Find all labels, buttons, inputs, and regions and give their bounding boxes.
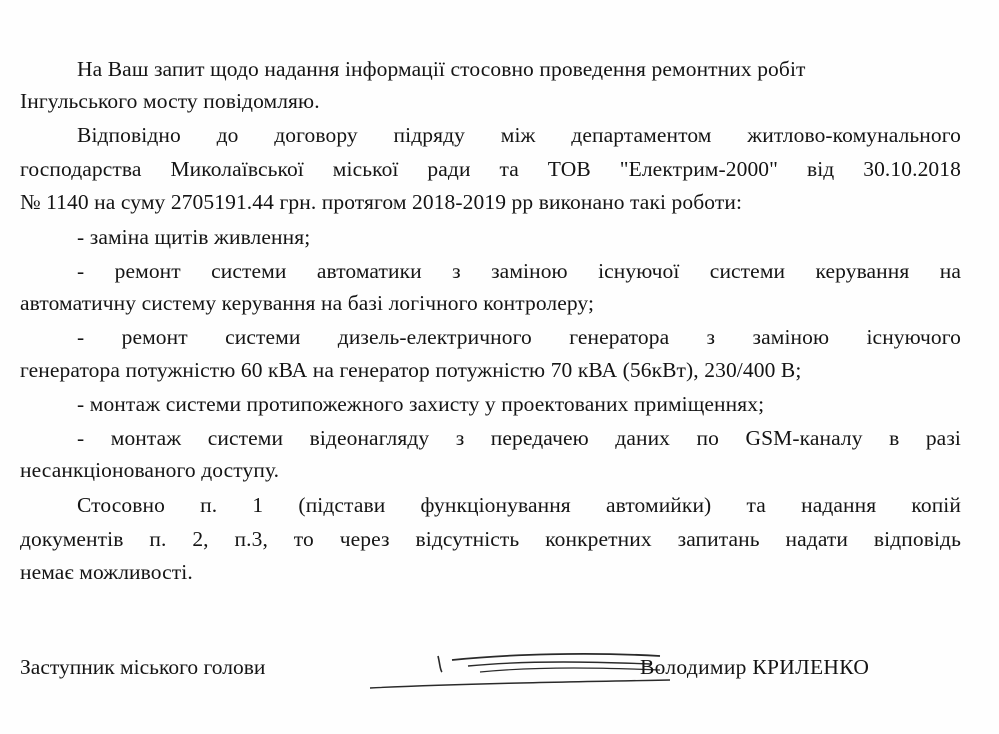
paragraph-line: Інгульського мосту повідомляю. [20, 89, 320, 113]
paragraph-line: № 1140 на суму 2705191.44 грн. протягом 2018-2019 рр виконано такі роботи: [20, 190, 743, 214]
list-item-line: - монтаж системи відеонагляду з передачею даних по GSM-каналу в разі [77, 426, 961, 450]
signatory-title: Заступник міського голови [20, 655, 266, 679]
signatory-name: Володимир КРИЛЕНКО [640, 655, 870, 679]
list-item-line: - заміна щитів живлення; [77, 225, 311, 249]
list-item-line: - монтаж системи протипожежного захисту у проектованих приміщеннях; [77, 392, 765, 416]
paragraph-line: документів п. 2, п.3, то через відсутність конкретних запитань надати відповідь [20, 527, 961, 551]
list-item-line: - ремонт системи автоматики з заміною існуючої системи керування на [77, 259, 961, 283]
paragraph-line: господарства Миколаївської міської ради та ТОВ "Електрим-2000" від 30.10.2018 [20, 157, 961, 181]
list-item-line: несанкціонованого доступу. [20, 458, 280, 482]
handwritten-signature [360, 636, 680, 706]
list-item-line: автоматичну систему керування на базі логічного контролеру; [20, 291, 595, 315]
paragraph-line: Стосовно п. 1 (підстави функціонування автомийки) та надання копій [77, 493, 961, 517]
paragraph-line: немає можливості. [20, 560, 193, 584]
list-item-line: генератора потужністю 60 кВА на генератор потужністю 70 кВА (56кВт), 230/400 В; [20, 358, 802, 382]
paragraph-line: На Ваш запит щодо надання інформації стосовно проведення ремонтних робіт [77, 57, 806, 81]
list-item-line: - ремонт системи дизель-електричного генератора з заміною існуючого [77, 325, 961, 349]
paragraph-line: Відповідно до договору підряду між департаментом житлово-комунального [77, 123, 961, 147]
